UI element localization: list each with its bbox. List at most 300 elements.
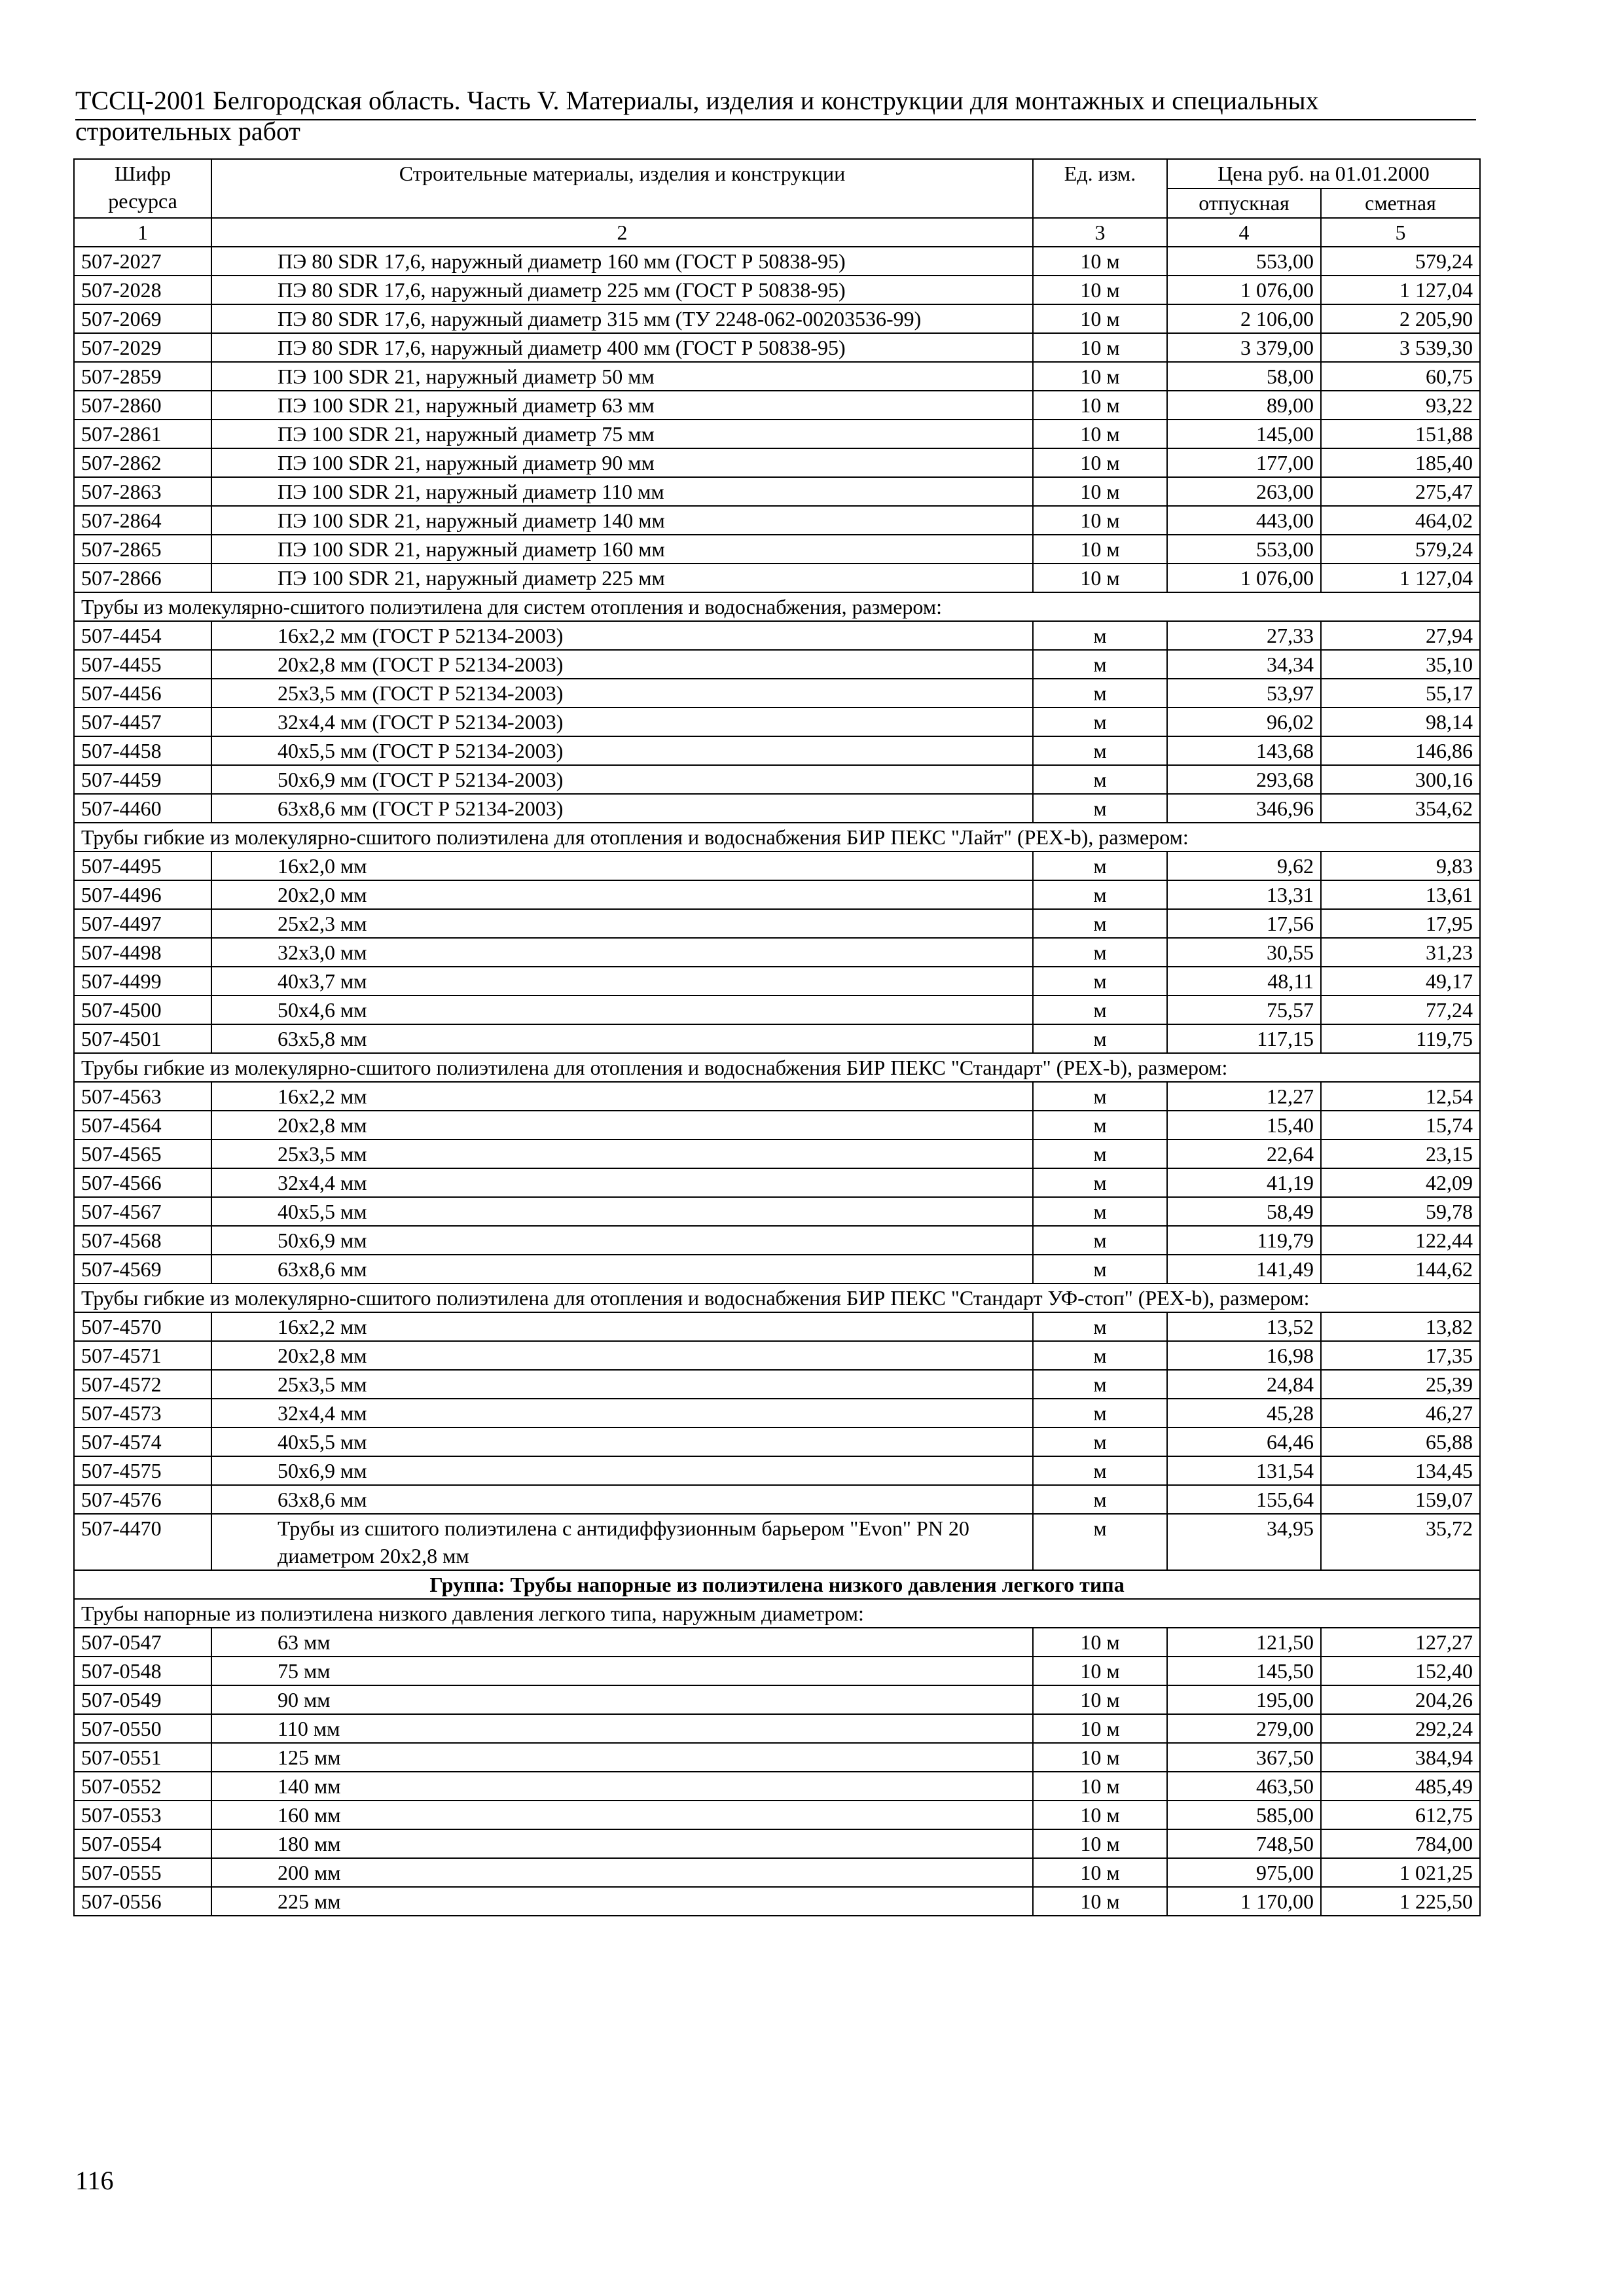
estimate-price: 46,27 <box>1321 1399 1480 1427</box>
material-name: 25x3,5 мм <box>211 1139 1033 1168</box>
resource-code: 507-4470 <box>74 1514 211 1570</box>
material-name: 40x5,5 мм (ГОСТ Р 52134-2003) <box>211 736 1033 765</box>
table-row <box>74 506 1480 535</box>
material-name: 25x3,5 мм <box>211 1370 1033 1399</box>
release-price: 748,50 <box>1167 1829 1321 1858</box>
release-price: 367,50 <box>1167 1743 1321 1772</box>
resource-code: 507-4459 <box>74 765 211 794</box>
material-name: 20x2,0 мм <box>211 880 1033 909</box>
column-number-row <box>74 218 1480 247</box>
release-price: 2 106,00 <box>1167 304 1321 333</box>
table-row <box>74 1226 1480 1255</box>
estimate-price: 127,27 <box>1321 1628 1480 1657</box>
estimate-price: 1 127,04 <box>1321 564 1480 592</box>
release-price: 15,40 <box>1167 1111 1321 1139</box>
estimate-price: 275,47 <box>1321 477 1480 506</box>
unit-cell: 10 м <box>1033 1714 1167 1743</box>
table-row <box>74 1197 1480 1226</box>
unit-cell: м <box>1033 909 1167 938</box>
table-row <box>74 1370 1480 1399</box>
table-row <box>74 333 1480 362</box>
release-price: 131,54 <box>1167 1456 1321 1485</box>
estimate-price: 354,62 <box>1321 794 1480 823</box>
material-name: ПЭ 100 SDR 21, наружный диаметр 110 мм <box>211 477 1033 506</box>
estimate-price: 59,78 <box>1321 1197 1480 1226</box>
material-name: ПЭ 100 SDR 21, наружный диаметр 160 мм <box>211 535 1033 564</box>
material-name: 40x3,7 мм <box>211 967 1033 996</box>
estimate-price: 384,94 <box>1321 1743 1480 1772</box>
section-heading-row <box>74 1283 1480 1312</box>
estimate-price: 98,14 <box>1321 708 1480 736</box>
group-heading-row <box>74 1570 1480 1599</box>
release-price: 279,00 <box>1167 1714 1321 1743</box>
unit-cell: 10 м <box>1033 477 1167 506</box>
table-row <box>74 938 1480 967</box>
release-price: 13,31 <box>1167 880 1321 909</box>
price-table <box>73 158 1481 1916</box>
release-price: 1 170,00 <box>1167 1887 1321 1916</box>
material-name: 63x8,6 мм <box>211 1485 1033 1514</box>
release-price: 145,50 <box>1167 1657 1321 1685</box>
release-price: 89,00 <box>1167 391 1321 420</box>
release-price: 263,00 <box>1167 477 1321 506</box>
unit-cell: м <box>1033 1427 1167 1456</box>
resource-code: 507-4565 <box>74 1139 211 1168</box>
material-name: 140 мм <box>211 1772 1033 1801</box>
header-title-line-2: строительных работ <box>75 117 300 146</box>
unit-cell: 10 м <box>1033 535 1167 564</box>
resource-code: 507-4570 <box>74 1312 211 1341</box>
estimate-price: 93,22 <box>1321 391 1480 420</box>
resource-code: 507-4571 <box>74 1341 211 1370</box>
resource-code: 507-4563 <box>74 1082 211 1111</box>
unit-cell: 10 м <box>1033 304 1167 333</box>
resource-code: 507-2861 <box>74 420 211 448</box>
resource-code: 507-2069 <box>74 304 211 333</box>
release-price: 975,00 <box>1167 1858 1321 1887</box>
release-price: 58,49 <box>1167 1197 1321 1226</box>
estimate-price: 3 539,30 <box>1321 333 1480 362</box>
section-heading-row <box>74 592 1480 621</box>
table-row <box>74 247 1480 276</box>
table-row <box>74 1255 1480 1283</box>
release-price: 443,00 <box>1167 506 1321 535</box>
unit-cell: 10 м <box>1033 1801 1167 1829</box>
header-name: Строительные материалы, изделия и конструкции <box>211 159 1033 218</box>
table-row <box>74 1858 1480 1887</box>
material-name: ПЭ 100 SDR 21, наружный диаметр 75 мм <box>211 420 1033 448</box>
estimate-price: 159,07 <box>1321 1485 1480 1514</box>
estimate-price: 122,44 <box>1321 1226 1480 1255</box>
estimate-price: 12,54 <box>1321 1082 1480 1111</box>
resource-code: 507-0554 <box>74 1829 211 1858</box>
unit-cell: 10 м <box>1033 1887 1167 1916</box>
unit-cell: м <box>1033 1514 1167 1570</box>
release-price: 27,33 <box>1167 621 1321 650</box>
header-estimate-price: сметная <box>1321 188 1480 218</box>
table-row <box>74 1399 1480 1427</box>
material-name: 32x4,4 мм <box>211 1399 1033 1427</box>
table-row <box>74 650 1480 679</box>
material-name: Трубы из сшитого полиэтилена с антидиффузионным барьером "Evon" PN 20 диаметром 20x2,8 мм <box>211 1514 1033 1570</box>
release-price: 34,95 <box>1167 1514 1321 1570</box>
resource-code: 507-2866 <box>74 564 211 592</box>
section-heading: Трубы гибкие из молекулярно-сшитого полиэтилена для отопления и водоснабжения БИР ПЕКС "Лайт" (PEX-b), размером: <box>74 823 1480 852</box>
release-price: 1 076,00 <box>1167 564 1321 592</box>
unit-cell: 10 м <box>1033 1685 1167 1714</box>
resource-code: 507-4500 <box>74 996 211 1024</box>
release-price: 13,52 <box>1167 1312 1321 1341</box>
column-number: 3 <box>1033 218 1167 247</box>
material-name: 32x4,4 мм <box>211 1168 1033 1197</box>
table-row <box>74 1772 1480 1801</box>
resource-code: 507-0555 <box>74 1858 211 1887</box>
material-name: 40x5,5 мм <box>211 1427 1033 1456</box>
table-row <box>74 448 1480 477</box>
table-row <box>74 621 1480 650</box>
material-name: 20x2,8 мм <box>211 1341 1033 1370</box>
estimate-price: 42,09 <box>1321 1168 1480 1197</box>
estimate-price: 151,88 <box>1321 420 1480 448</box>
unit-cell: м <box>1033 1139 1167 1168</box>
material-name: 225 мм <box>211 1887 1033 1916</box>
unit-cell: 10 м <box>1033 1657 1167 1685</box>
header-price: Цена руб. на 01.01.2000 <box>1167 159 1480 188</box>
unit-cell: м <box>1033 880 1167 909</box>
table-row <box>74 1312 1480 1341</box>
estimate-price: 13,61 <box>1321 880 1480 909</box>
table-row <box>74 1168 1480 1197</box>
column-number: 1 <box>74 218 211 247</box>
section-heading: Трубы гибкие из молекулярно-сшитого полиэтилена для отопления и водоснабжения БИР ПЕКС "Стандарт УФ-стоп" (PEX-b), размером: <box>74 1283 1480 1312</box>
estimate-price: 35,72 <box>1321 1514 1480 1570</box>
unit-cell: м <box>1033 765 1167 794</box>
unit-cell: м <box>1033 1399 1167 1427</box>
unit-cell: м <box>1033 852 1167 880</box>
table-row <box>74 1743 1480 1772</box>
table-row <box>74 1341 1480 1370</box>
resource-code: 507-0553 <box>74 1801 211 1829</box>
unit-cell: м <box>1033 1082 1167 1111</box>
estimate-price: 9,83 <box>1321 852 1480 880</box>
material-name: 63x8,6 мм (ГОСТ Р 52134-2003) <box>211 794 1033 823</box>
material-name: ПЭ 100 SDR 21, наружный диаметр 63 мм <box>211 391 1033 420</box>
estimate-price: 119,75 <box>1321 1024 1480 1053</box>
unit-cell: м <box>1033 1485 1167 1514</box>
resource-code: 507-4458 <box>74 736 211 765</box>
material-name: 16x2,2 мм <box>211 1312 1033 1341</box>
material-name: 180 мм <box>211 1829 1033 1858</box>
estimate-price: 15,74 <box>1321 1111 1480 1139</box>
table-header-row <box>74 159 1480 188</box>
estimate-price: 144,62 <box>1321 1255 1480 1283</box>
estimate-price: 17,95 <box>1321 909 1480 938</box>
table-row <box>74 391 1480 420</box>
unit-cell: 10 м <box>1033 247 1167 276</box>
release-price: 293,68 <box>1167 765 1321 794</box>
estimate-price: 25,39 <box>1321 1370 1480 1399</box>
table-row <box>74 1801 1480 1829</box>
header-title-line-1: ТССЦ-2001 Белгородская область. Часть V. Материалы, изделия и конструкции для монтажных и специальных <box>75 86 1319 115</box>
material-name: ПЭ 100 SDR 21, наружный диаметр 140 мм <box>211 506 1033 535</box>
resource-code: 507-2028 <box>74 276 211 304</box>
unit-cell: м <box>1033 650 1167 679</box>
resource-code: 507-2029 <box>74 333 211 362</box>
release-price: 16,98 <box>1167 1341 1321 1370</box>
material-name: 50x4,6 мм <box>211 996 1033 1024</box>
estimate-price: 292,24 <box>1321 1714 1480 1743</box>
table-row <box>74 1082 1480 1111</box>
table-row <box>74 1111 1480 1139</box>
release-price: 53,97 <box>1167 679 1321 708</box>
table-row <box>74 880 1480 909</box>
unit-cell: м <box>1033 1341 1167 1370</box>
estimate-price: 485,49 <box>1321 1772 1480 1801</box>
table-row <box>74 708 1480 736</box>
unit-cell: 10 м <box>1033 1628 1167 1657</box>
unit-cell: м <box>1033 1312 1167 1341</box>
table-row <box>74 1685 1480 1714</box>
estimate-price: 17,35 <box>1321 1341 1480 1370</box>
unit-cell: 10 м <box>1033 276 1167 304</box>
page-number: 116 <box>75 2166 114 2195</box>
table-row <box>74 1514 1480 1570</box>
resource-code: 507-2865 <box>74 535 211 564</box>
resource-code: 507-4497 <box>74 909 211 938</box>
estimate-price: 464,02 <box>1321 506 1480 535</box>
header-release-price: отпускная <box>1167 188 1321 218</box>
material-name: ПЭ 100 SDR 21, наружный диаметр 225 мм <box>211 564 1033 592</box>
estimate-price: 1 225,50 <box>1321 1887 1480 1916</box>
release-price: 75,57 <box>1167 996 1321 1024</box>
table-row <box>74 1456 1480 1485</box>
header-unit: Ед. изм. <box>1033 159 1167 218</box>
estimate-price: 146,86 <box>1321 736 1480 765</box>
page-header <box>75 85 1463 147</box>
resource-code: 507-4495 <box>74 852 211 880</box>
table-row <box>74 1024 1480 1053</box>
estimate-price: 612,75 <box>1321 1801 1480 1829</box>
material-name: 25x3,5 мм (ГОСТ Р 52134-2003) <box>211 679 1033 708</box>
column-number: 4 <box>1167 218 1321 247</box>
release-price: 9,62 <box>1167 852 1321 880</box>
release-price: 3 379,00 <box>1167 333 1321 362</box>
resource-code: 507-4460 <box>74 794 211 823</box>
resource-code: 507-4573 <box>74 1399 211 1427</box>
resource-code: 507-4454 <box>74 621 211 650</box>
material-name: 200 мм <box>211 1858 1033 1887</box>
resource-code: 507-2863 <box>74 477 211 506</box>
resource-code: 507-2859 <box>74 362 211 391</box>
table-row <box>74 794 1480 823</box>
estimate-price: 31,23 <box>1321 938 1480 967</box>
section-heading-row <box>74 1053 1480 1082</box>
estimate-price: 65,88 <box>1321 1427 1480 1456</box>
material-name: 16x2,2 мм (ГОСТ Р 52134-2003) <box>211 621 1033 650</box>
header-divider <box>75 119 1476 120</box>
release-price: 141,49 <box>1167 1255 1321 1283</box>
unit-cell: 10 м <box>1033 564 1167 592</box>
table-row <box>74 1427 1480 1456</box>
material-name: 75 мм <box>211 1657 1033 1685</box>
release-price: 117,15 <box>1167 1024 1321 1053</box>
estimate-price: 55,17 <box>1321 679 1480 708</box>
resource-code: 507-2027 <box>74 247 211 276</box>
resource-code: 507-4572 <box>74 1370 211 1399</box>
unit-cell: м <box>1033 1370 1167 1399</box>
material-name: 32x3,0 мм <box>211 938 1033 967</box>
unit-cell: м <box>1033 1024 1167 1053</box>
resource-code: 507-4457 <box>74 708 211 736</box>
resource-code: 507-4455 <box>74 650 211 679</box>
unit-cell: м <box>1033 679 1167 708</box>
material-name: ПЭ 100 SDR 21, наружный диаметр 50 мм <box>211 362 1033 391</box>
unit-cell: 10 м <box>1033 391 1167 420</box>
estimate-price: 23,15 <box>1321 1139 1480 1168</box>
estimate-price: 579,24 <box>1321 247 1480 276</box>
release-price: 145,00 <box>1167 420 1321 448</box>
unit-cell: 10 м <box>1033 448 1167 477</box>
release-price: 143,68 <box>1167 736 1321 765</box>
release-price: 463,50 <box>1167 1772 1321 1801</box>
release-price: 346,96 <box>1167 794 1321 823</box>
resource-code: 507-0549 <box>74 1685 211 1714</box>
table-row <box>74 1628 1480 1657</box>
material-name: 125 мм <box>211 1743 1033 1772</box>
section-heading: Трубы гибкие из молекулярно-сшитого полиэтилена для отопления и водоснабжения БИР ПЕКС "Стандарт" (PEX-b), размером: <box>74 1053 1480 1082</box>
release-price: 12,27 <box>1167 1082 1321 1111</box>
material-name: ПЭ 80 SDR 17,6, наружный диаметр 225 мм (ГОСТ Р 50838-95) <box>211 276 1033 304</box>
material-name: 160 мм <box>211 1801 1033 1829</box>
resource-code: 507-0556 <box>74 1887 211 1916</box>
resource-code: 507-4575 <box>74 1456 211 1485</box>
estimate-price: 1 021,25 <box>1321 1858 1480 1887</box>
resource-code: 507-4496 <box>74 880 211 909</box>
unit-cell: м <box>1033 1456 1167 1485</box>
estimate-price: 1 127,04 <box>1321 276 1480 304</box>
unit-cell: м <box>1033 1111 1167 1139</box>
resource-code: 507-4498 <box>74 938 211 967</box>
resource-code: 507-4564 <box>74 1111 211 1139</box>
estimate-price: 784,00 <box>1321 1829 1480 1858</box>
material-name: 110 мм <box>211 1714 1033 1743</box>
release-price: 96,02 <box>1167 708 1321 736</box>
unit-cell: м <box>1033 621 1167 650</box>
table-row <box>74 736 1480 765</box>
group-heading: Группа: Трубы напорные из полиэтилена низкого давления легкого типа <box>74 1570 1480 1599</box>
resource-code: 507-2862 <box>74 448 211 477</box>
section-heading: Трубы из молекулярно-сшитого полиэтилена для систем отопления и водоснабжения, размером: <box>74 592 1480 621</box>
table-row <box>74 967 1480 996</box>
material-name: 16x2,2 мм <box>211 1082 1033 1111</box>
estimate-price: 60,75 <box>1321 362 1480 391</box>
material-name: 63 мм <box>211 1628 1033 1657</box>
resource-code: 507-0547 <box>74 1628 211 1657</box>
table-row <box>74 1887 1480 1916</box>
release-price: 121,50 <box>1167 1628 1321 1657</box>
estimate-price: 204,26 <box>1321 1685 1480 1714</box>
estimate-price: 2 205,90 <box>1321 304 1480 333</box>
table-row <box>74 1485 1480 1514</box>
material-name: 90 мм <box>211 1685 1033 1714</box>
unit-cell: 10 м <box>1033 1743 1167 1772</box>
release-price: 34,34 <box>1167 650 1321 679</box>
table-row <box>74 1714 1480 1743</box>
unit-cell: м <box>1033 736 1167 765</box>
material-name: 63x8,6 мм <box>211 1255 1033 1283</box>
unit-cell: 10 м <box>1033 506 1167 535</box>
release-price: 45,28 <box>1167 1399 1321 1427</box>
table-row <box>74 276 1480 304</box>
material-name: 32x4,4 мм (ГОСТ Р 52134-2003) <box>211 708 1033 736</box>
material-name: ПЭ 100 SDR 21, наружный диаметр 90 мм <box>211 448 1033 477</box>
estimate-price: 49,17 <box>1321 967 1480 996</box>
resource-code: 507-4566 <box>74 1168 211 1197</box>
release-price: 1 076,00 <box>1167 276 1321 304</box>
unit-cell: м <box>1033 1197 1167 1226</box>
release-price: 22,64 <box>1167 1139 1321 1168</box>
unit-cell: м <box>1033 996 1167 1024</box>
section-heading: Трубы напорные из полиэтилена низкого давления легкого типа, наружным диаметром: <box>74 1599 1480 1628</box>
estimate-price: 35,10 <box>1321 650 1480 679</box>
resource-code: 507-4456 <box>74 679 211 708</box>
section-heading-row <box>74 823 1480 852</box>
table-row <box>74 420 1480 448</box>
unit-cell: м <box>1033 967 1167 996</box>
unit-cell: 10 м <box>1033 1829 1167 1858</box>
table-row <box>74 852 1480 880</box>
estimate-price: 13,82 <box>1321 1312 1480 1341</box>
table-row <box>74 1829 1480 1858</box>
release-price: 64,46 <box>1167 1427 1321 1456</box>
release-price: 177,00 <box>1167 448 1321 477</box>
release-price: 30,55 <box>1167 938 1321 967</box>
table-row <box>74 564 1480 592</box>
material-name: 25x2,3 мм <box>211 909 1033 938</box>
header-code: Шифр ресурса <box>74 159 211 218</box>
unit-cell: 10 м <box>1033 1858 1167 1887</box>
unit-cell: 10 м <box>1033 1772 1167 1801</box>
resource-code: 507-4501 <box>74 1024 211 1053</box>
column-number: 5 <box>1321 218 1480 247</box>
resource-code: 507-2864 <box>74 506 211 535</box>
unit-cell: м <box>1033 794 1167 823</box>
material-name: ПЭ 80 SDR 17,6, наружный диаметр 160 мм (ГОСТ Р 50838-95) <box>211 247 1033 276</box>
release-price: 585,00 <box>1167 1801 1321 1829</box>
release-price: 41,19 <box>1167 1168 1321 1197</box>
release-price: 155,64 <box>1167 1485 1321 1514</box>
table-body <box>74 247 1480 1916</box>
table-row <box>74 477 1480 506</box>
resource-code: 507-4574 <box>74 1427 211 1456</box>
material-name: 50x6,9 мм (ГОСТ Р 52134-2003) <box>211 765 1033 794</box>
material-name: 16x2,0 мм <box>211 852 1033 880</box>
table-row <box>74 679 1480 708</box>
release-price: 17,56 <box>1167 909 1321 938</box>
resource-code: 507-0548 <box>74 1657 211 1685</box>
table-row <box>74 1657 1480 1685</box>
resource-code: 507-4569 <box>74 1255 211 1283</box>
resource-code: 507-0551 <box>74 1743 211 1772</box>
unit-cell: 10 м <box>1033 420 1167 448</box>
material-name: ПЭ 80 SDR 17,6, наружный диаметр 315 мм (ТУ 2248-062-00203536-99) <box>211 304 1033 333</box>
table-row <box>74 765 1480 794</box>
resource-code: 507-4568 <box>74 1226 211 1255</box>
resource-code: 507-2860 <box>74 391 211 420</box>
column-number: 2 <box>211 218 1033 247</box>
estimate-price: 27,94 <box>1321 621 1480 650</box>
material-name: 63x5,8 мм <box>211 1024 1033 1053</box>
